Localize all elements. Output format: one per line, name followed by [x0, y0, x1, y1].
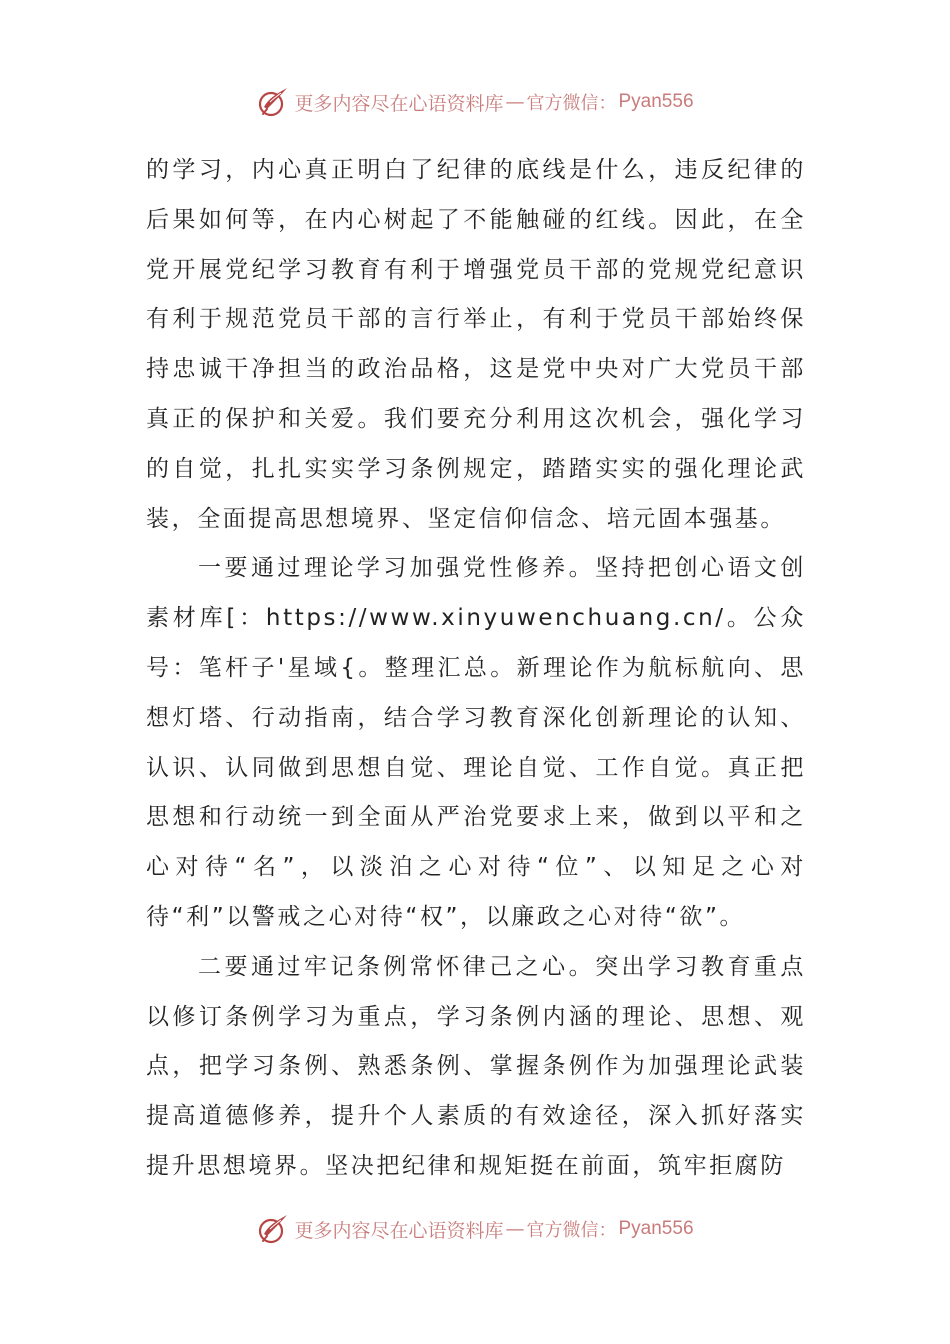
banner-wechat-id: Pyan556 — [618, 91, 694, 112]
banner-dash: — — [505, 1218, 525, 1240]
banner-wechat-id: Pyan556 — [618, 1218, 694, 1239]
quill-pen-logo-icon — [256, 85, 290, 119]
paragraph-3: 二要通过牢记条例常怀律己之心。突出学习教育重点以修订条例学习为重点，学习条例内涵的理论、思想、观点，把学习条例、熟悉条例、掌握条例作为加强理论武装提高道德修养，提升个人素质的有效途径，深入抓好落实提升思想境界。坚决把纪律和规矩挺在前面，筑牢拒腐防 — [146, 953, 806, 1179]
paragraph-1: 的学习，内心真正明白了纪律的底线是什么，违反纪律的后果如何等，在内心树起了不能触碰的红线。因此，在全党开展党纪学习教育有利于增强党员干部的党规党纪意识有利于规范党员干部的言行举止，有利于党员干部始终保持忠诚干净担当的政治品格，这是党中央对广大党员干部真正的保护和关爱。我们要充分利用这次机会，强化学习的自觉，扎扎实实学习条例规定，踏踏实实的强化理论武装，全面提高思想境界、坚定信仰信念、培元固本强基。 — [146, 157, 806, 532]
quill-pen-logo-icon — [256, 1212, 290, 1246]
header-banner — [0, 82, 950, 122]
document-body — [146, 146, 806, 1192]
banner-main-text: 更多内容尽在心语资料库 — [294, 1219, 504, 1242]
banner-dash: — — [505, 91, 525, 113]
paragraph-2: 一要通过理论学习加强党性修养。坚持把创心语文创素材库[：https://www.xinyuwenchuang.cn/。公众号：笔杆子'星域{。整理汇总。新理论作为航标航向、思想灯塔、行动指南，结合学习教育深化创新理论的认知、认识、认同做到思想自觉、理论自觉、工作自觉。真正把思想和行动统一到全面从严治党要求上来，做到以平和之心对待“名”，以淡泊之心对待“位”、以知足之心对待“利”以警戒之心对待“权”，以廉政之心对待“欲”。 — [146, 555, 806, 930]
banner-wechat-label: 官方微信： — [526, 1220, 617, 1241]
banner-wechat-label: 官方微信： — [526, 93, 617, 114]
banner-main-text: 更多内容尽在心语资料库 — [294, 92, 504, 115]
footer-banner — [0, 1209, 950, 1249]
